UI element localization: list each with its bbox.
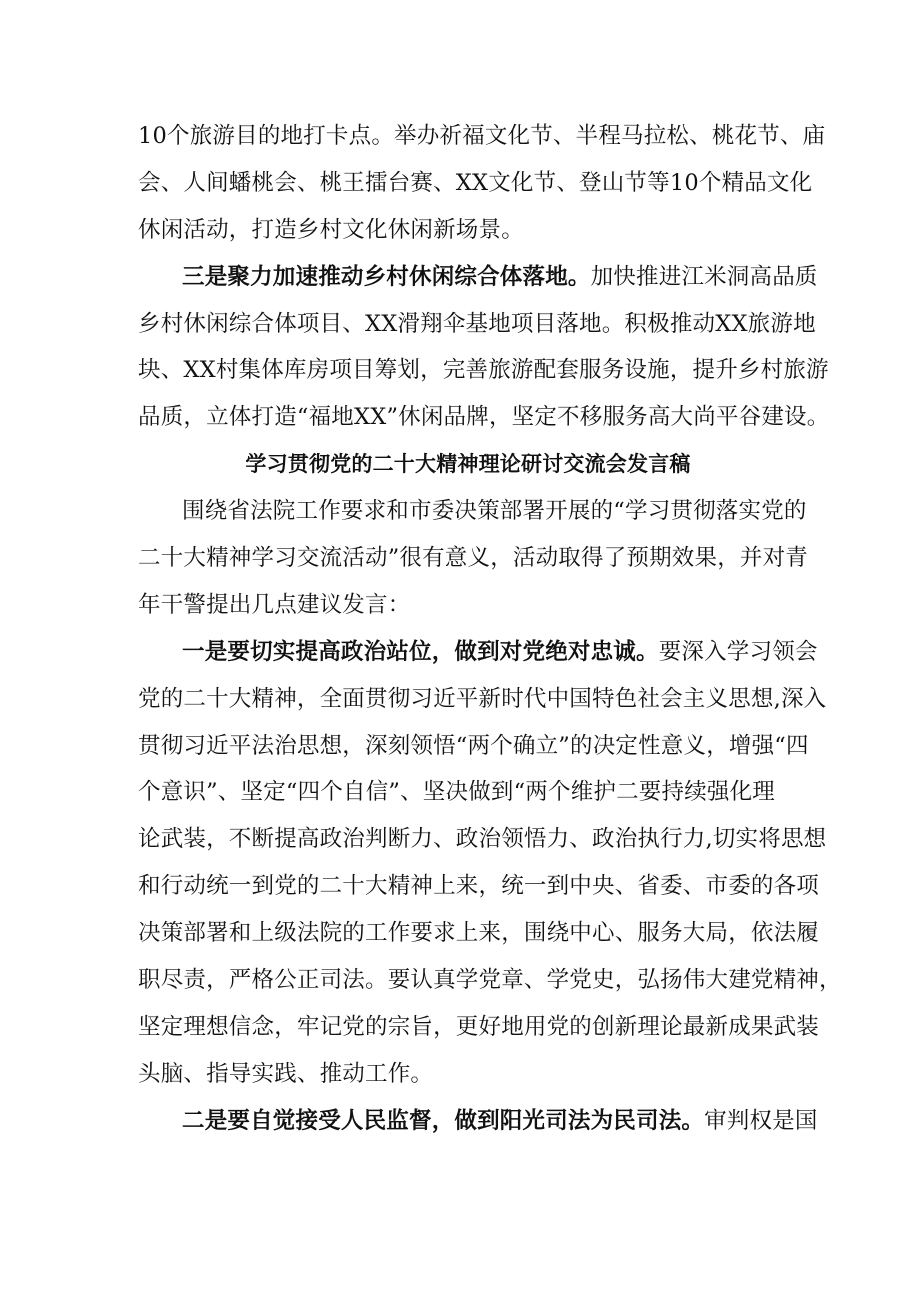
paragraph-2-line-3: 块、XX村集体库房项目筹划，完善旅游配套服务设施，提升乡村旅游	[138, 357, 829, 384]
paragraph-3-line-3: 年干警提出几点建议发言：	[138, 591, 411, 618]
document-title: 学习贯彻党的二十大精神理论研讨交流会发言稿	[245, 452, 691, 477]
paragraph-4-line-4: 个意识”、坚定“四个自信”、坚决做到“两个维护二要持续强化理	[138, 779, 776, 806]
paragraph-2-heading: 三是聚力加速推动乡村休闲综合体落地。	[182, 263, 591, 290]
paragraph-2-line-2: 乡村休闲综合体项目、XX滑翔伞基地项目落地。积极推动XX旅游地	[138, 310, 816, 337]
paragraph-1-line-1: 10个旅游目的地打卡点。举办祈福文化节、半程马拉松、桃花节、庙	[138, 123, 826, 149]
document-page	[138, 113, 842, 1145]
paragraph-5-text: 审判权是国	[704, 1107, 818, 1134]
paragraph-4-line-6: 和行动统一到党的二十大精神上来，统一到中央、省委、市委的各项	[138, 873, 820, 900]
paragraph-4-heading: 一是要切实提高政治站位，做到对党绝对忠诚。	[182, 638, 659, 665]
paragraph-4-line-2: 党的二十大精神，全面贯彻习近平新时代中国特色社会主义思想,深入	[138, 685, 827, 712]
paragraph-4-line-3: 贯彻习近平法治思想，深刻领悟“两个确立”的决定性意义，增强“四	[138, 732, 809, 759]
paragraph-4-line-1	[138, 629, 818, 676]
paragraph-1-line-2: 会、人间蟠桃会、桃王擂台赛、XX文化节、登山节等10个精品文化	[138, 169, 813, 196]
paragraph-1-line-3: 休闲活动，打造乡村文化休闲新场景。	[138, 216, 524, 243]
paragraph-2-line-4: 品质，立体打造“福地XX”休闲品牌，坚定不移服务高大尚平谷建设。	[138, 404, 830, 431]
paragraph-4-line-10: 头脑、指导实践、推动工作。	[138, 1060, 434, 1087]
paragraph-2-text: 加快推进江米洞高品质	[590, 263, 818, 290]
paragraph-3-line-1: 围绕省法院工作要求和市委决策部署开展的“学习贯彻落实党的	[182, 498, 807, 525]
paragraph-4-line-5: 论武装，不断提高政治判断力、政治领悟力、政治执行力,切实将思想	[138, 826, 827, 853]
paragraph-5-line-1	[138, 1098, 818, 1145]
paragraph-5-heading: 二是要自觉接受人民监督，做到阳光司法为民司法。	[182, 1107, 705, 1134]
paragraph-4-text: 要深入学习领会	[658, 638, 818, 665]
paragraph-4-line-9: 坚定理想信念，牢记党的宗旨，更好地用党的创新理论最新成果武装	[138, 1013, 820, 1040]
paragraph-4-line-7: 决策部署和上级法院的工作要求上来，围绕中心、服务大局，依法履	[138, 920, 820, 947]
paragraph-3-line-2: 二十大精神学习交流活动”很有意义，活动取得了预期效果，并对青	[138, 545, 809, 572]
paragraph-2-line-1	[138, 254, 818, 301]
paragraph-4-line-8: 职尽责，严格公正司法。要认真学党章、学党史，弘扬伟大建党精神，	[138, 967, 842, 994]
